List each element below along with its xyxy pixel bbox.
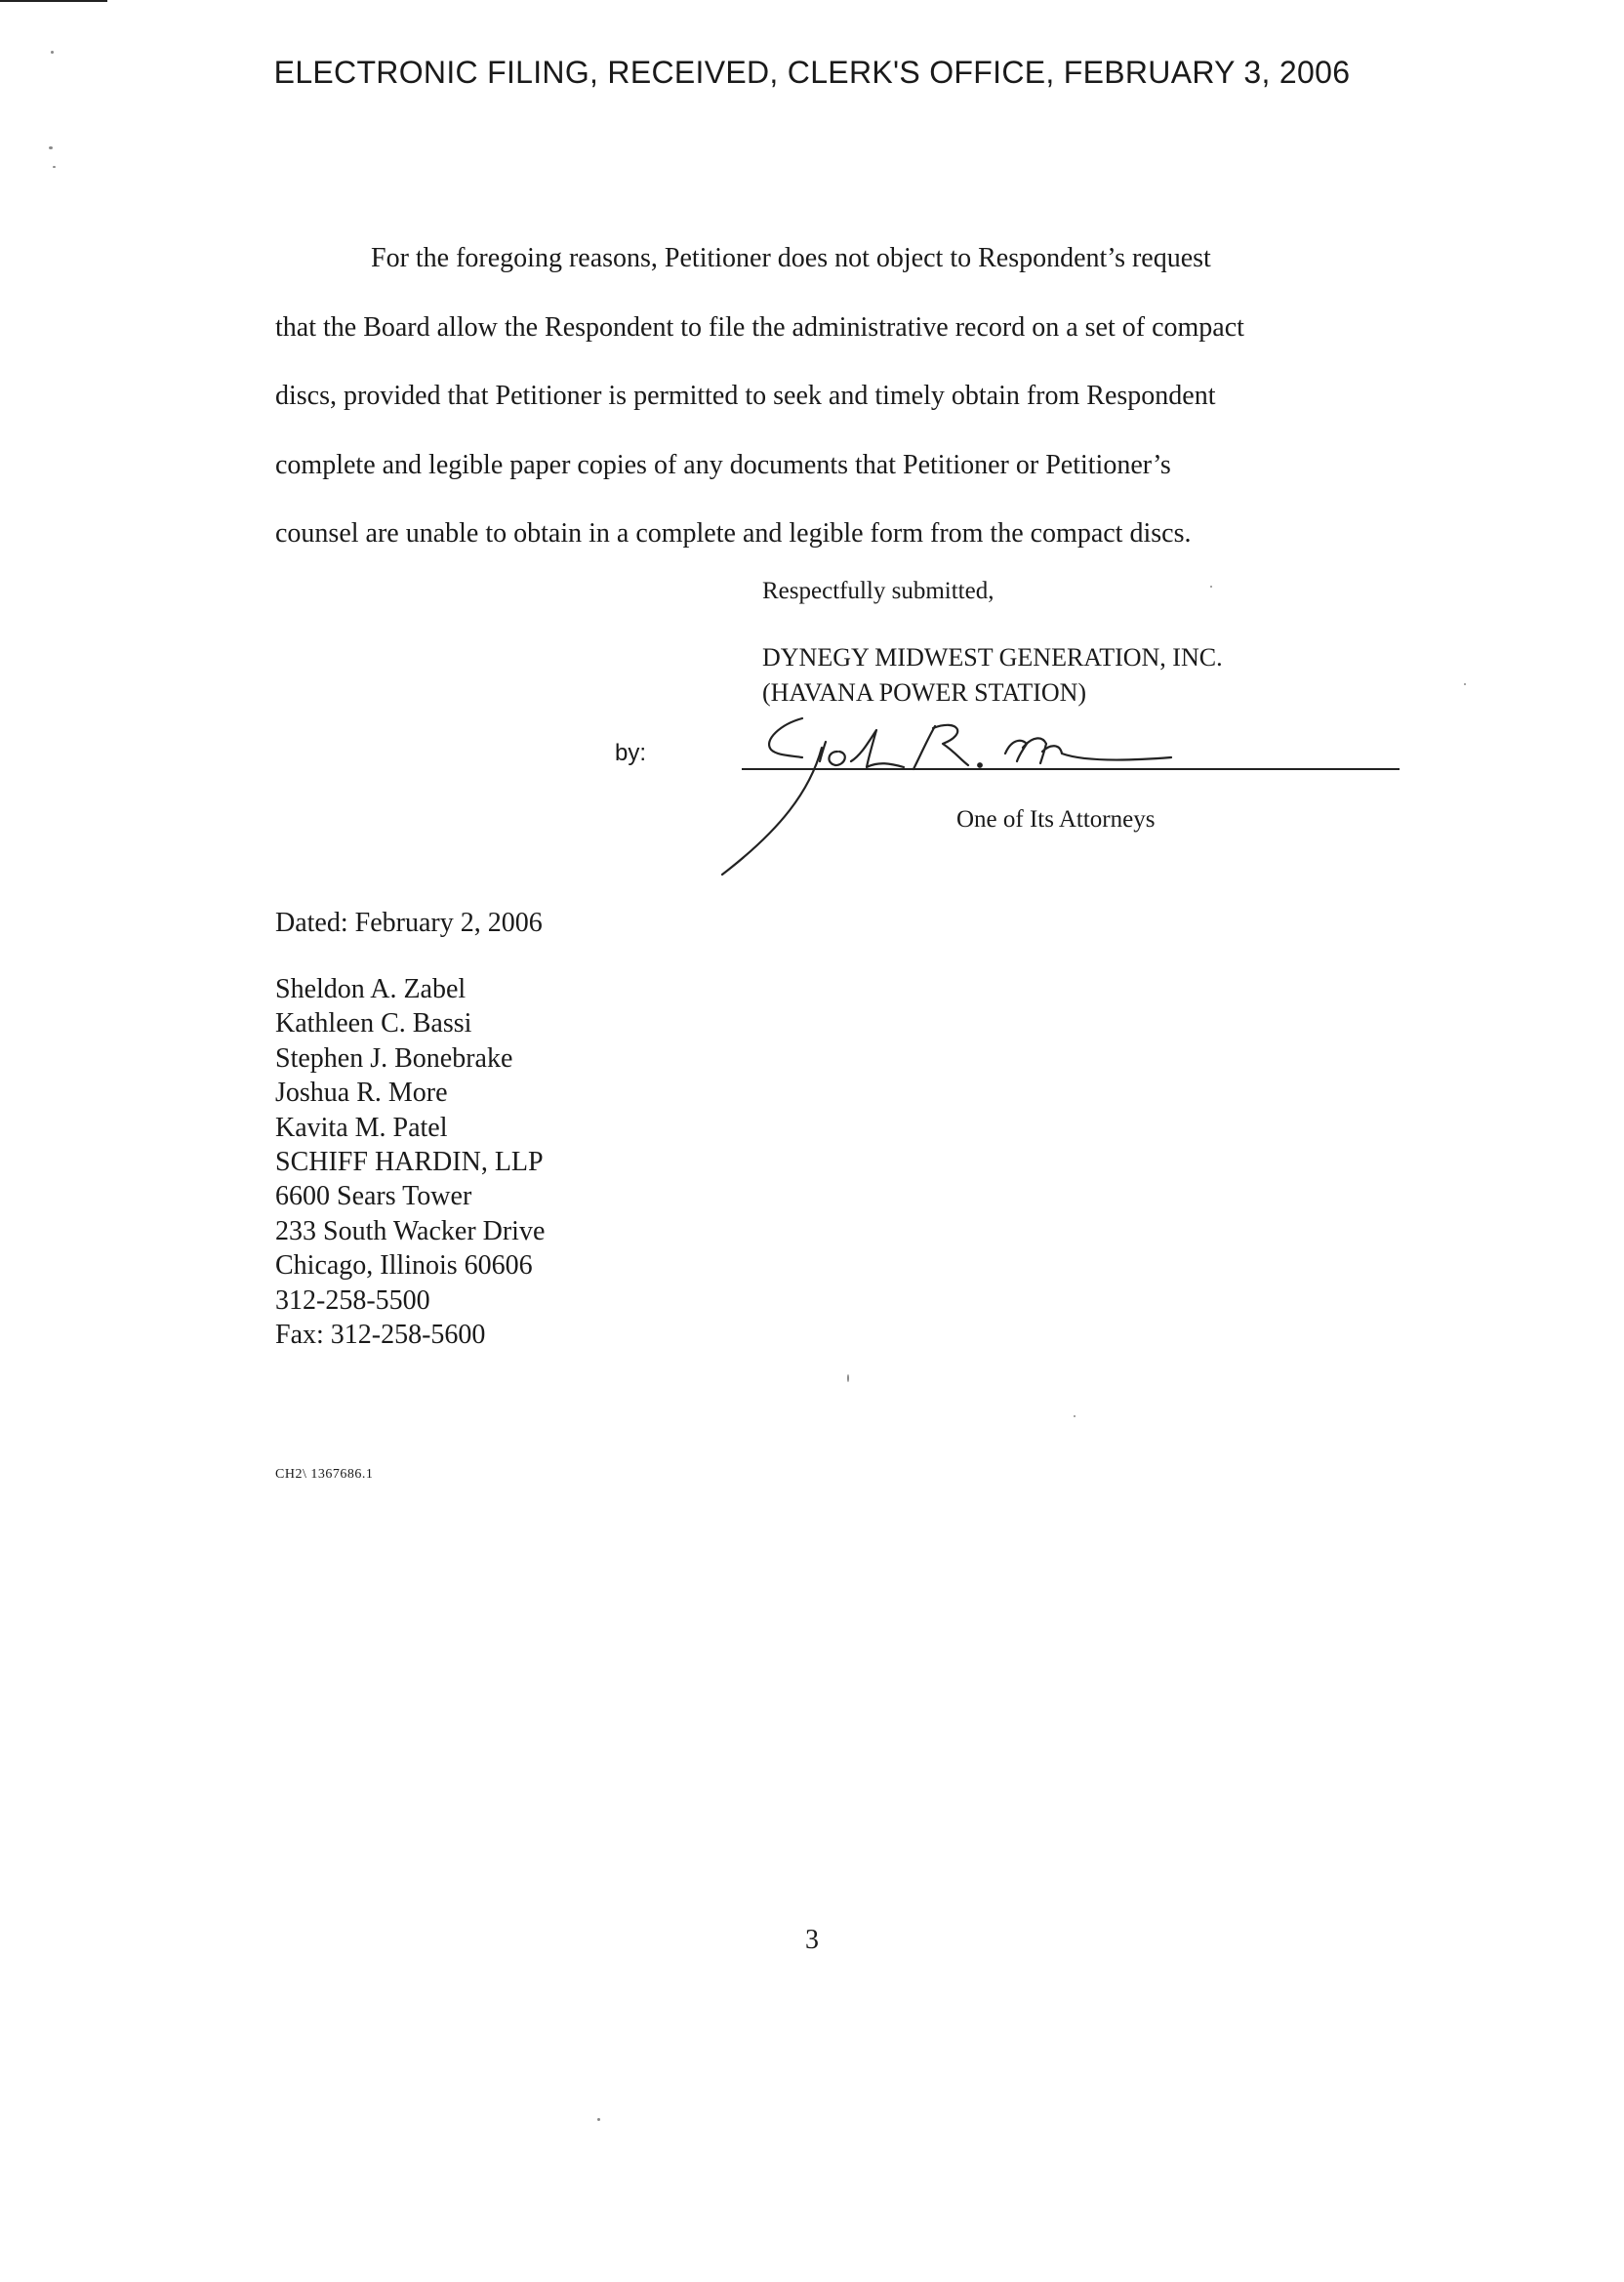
document-id: CH2\ 1367686.1 <box>275 1467 374 1482</box>
scan-speck <box>49 146 53 149</box>
company-station-line: (HAVANA POWER STATION) <box>762 678 1087 707</box>
scan-speck <box>597 2118 600 2121</box>
handwritten-signature <box>712 683 1259 878</box>
scan-speck <box>1210 586 1212 588</box>
by-label: by: <box>615 740 647 766</box>
counsel-line: 233 South Wacker Drive <box>275 1215 546 1246</box>
counsel-line: Sheldon A. Zabel <box>275 974 467 1004</box>
counsel-line: 6600 Sears Tower <box>275 1181 472 1212</box>
scan-speck <box>1464 683 1466 685</box>
signatory-role: One of Its Attorneys <box>956 806 1156 833</box>
scan-speck <box>51 51 54 54</box>
counsel-address-block <box>275 972 545 1352</box>
scan-speck <box>53 166 56 168</box>
body-line: For the foregoing reasons, Petitioner does not object to Respondent’s request <box>371 243 1211 273</box>
page-number: 3 <box>805 1925 819 1955</box>
body-line: complete and legible paper copies of any documents that Petitioner or Petitioner’s <box>275 449 1171 480</box>
scan-speck <box>1074 1415 1076 1417</box>
counsel-line: Fax: 312-258-5600 <box>275 1320 486 1351</box>
body-paragraph <box>275 224 1378 569</box>
counsel-line: Stephen J. Bonebrake <box>275 1042 513 1074</box>
body-line: counsel are unable to obtain in a complete and legible form from the compact discs. <box>275 518 1192 549</box>
body-line: discs, provided that Petitioner is permitted to seek and timely obtain from Respondent <box>275 381 1216 411</box>
closing-phrase: Respectfully submitted, <box>762 578 995 604</box>
counsel-line: Kavita M. Patel <box>275 1112 448 1143</box>
company-name-line: DYNEGY MIDWEST GENERATION, INC. <box>762 643 1223 672</box>
counsel-line: Kathleen C. Bassi <box>275 1008 472 1039</box>
counsel-line: 312-258-5500 <box>275 1284 430 1316</box>
scan-speck <box>847 1374 849 1382</box>
counsel-line: SCHIFF HARDIN, LLP <box>275 1147 544 1178</box>
scan-corner-mark <box>0 0 107 6</box>
filing-stamp: ELECTRONIC FILING, RECEIVED, CLERK'S OFFICE, FEBRUARY 3, 2006 <box>273 55 1351 90</box>
counsel-line: Joshua R. More <box>275 1078 448 1109</box>
body-line: that the Board allow the Respondent to file the administrative record on a set of compact <box>275 311 1244 343</box>
counsel-line: Chicago, Illinois 60606 <box>275 1250 533 1282</box>
date-line: Dated: February 2, 2006 <box>275 908 543 938</box>
